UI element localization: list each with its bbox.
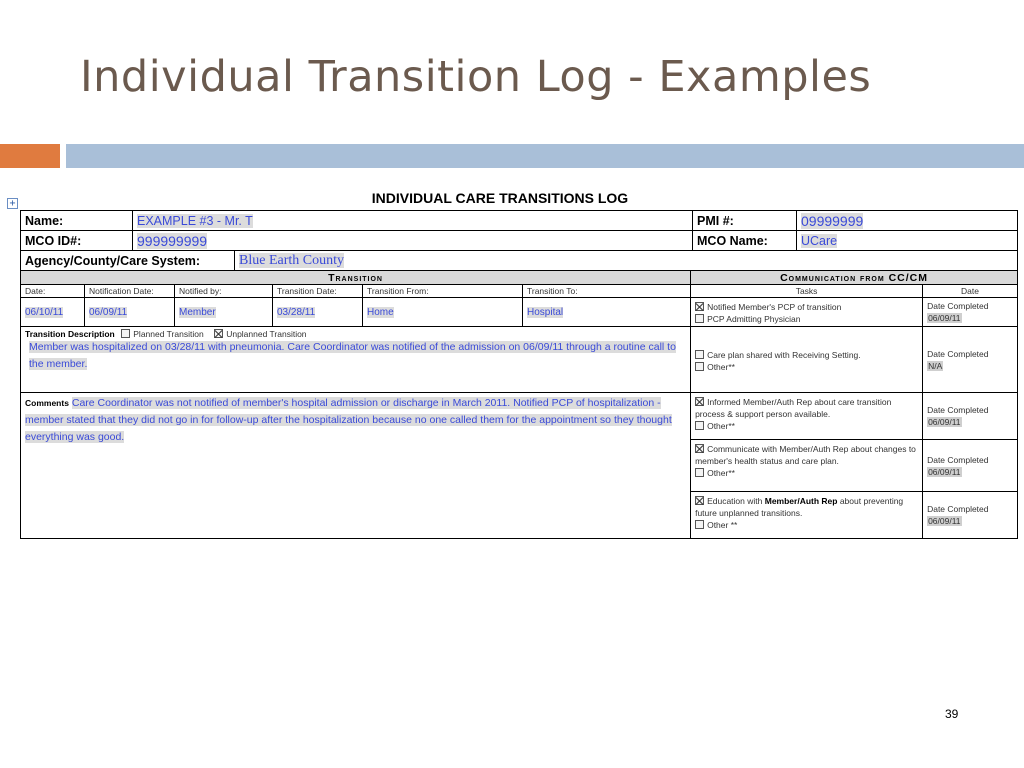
task-4-date-value[interactable]: 06/09/11 xyxy=(928,466,961,477)
pmi-value: 09999999 xyxy=(801,212,864,229)
task-3: Informed Member/Auth Rep about care transition process & support person available. Other** xyxy=(691,393,923,440)
notified-by-value: Member xyxy=(179,306,216,318)
transition-to-value: Hospital xyxy=(527,306,564,318)
comments-cell xyxy=(21,393,691,539)
communication-section-header: Communication from CC/CM xyxy=(691,271,1018,285)
transition-description-text[interactable]: Member was hospitalized on 03/28/11 with pneumonia. Care Coordinator was notified of the admission on 06/09/11 through a routine call to the member. xyxy=(29,341,676,370)
checkbox-icon[interactable] xyxy=(121,329,130,338)
col-task-date: Date xyxy=(923,285,1018,298)
task-1: Notified Member's PCP of transition PCP Admitting Physician xyxy=(691,298,923,327)
table-move-handle-icon[interactable]: + xyxy=(7,198,18,209)
task-3-date: Date Completed 06/09/11 xyxy=(923,393,1018,440)
mco-id-label: MCO ID#: xyxy=(21,231,133,251)
task-2-date: Date Completed N/A xyxy=(923,327,1018,393)
transition-section-header: Transition xyxy=(21,271,691,285)
col-transition-date: Transition Date: xyxy=(273,285,363,298)
agency-field[interactable] xyxy=(235,251,1018,271)
mco-name-value: UCare xyxy=(801,233,838,248)
checked-checkbox-icon[interactable] xyxy=(695,444,704,453)
agency-value: Blue Earth County xyxy=(239,252,344,268)
notification-date-cell[interactable] xyxy=(85,298,175,327)
col-transition-from: Transition From: xyxy=(363,285,523,298)
accent-bar-orange xyxy=(0,144,60,168)
comments-label: Comments xyxy=(25,398,69,408)
member-info-table xyxy=(20,210,1018,251)
checked-checkbox-icon[interactable] xyxy=(695,302,704,311)
mco-name-label: MCO Name: xyxy=(693,231,797,251)
task-5-date: Date Completed 06/09/11 xyxy=(923,492,1018,539)
pmi-label: PMI #: xyxy=(693,211,797,231)
name-field[interactable] xyxy=(133,211,693,231)
agency-table xyxy=(20,250,1018,271)
transition-from-value: Home xyxy=(367,306,394,318)
transition-log-form xyxy=(20,210,1018,543)
mco-name-field[interactable] xyxy=(797,231,1018,251)
task-2-date-value[interactable]: N/A xyxy=(928,360,943,371)
mco-id-value: 999999999 xyxy=(137,232,208,249)
comments-text[interactable]: Care Coordinator was not notified of member's hospital admission or discharge in March 2011. Notified PCP of hospitalization - member stated that they did not go in for follow-up after the hospitalization because no one called them for the appointment so they thought everything was good. xyxy=(25,397,672,443)
task-4-date: Date Completed 06/09/11 xyxy=(923,440,1018,492)
task-3-date-value[interactable]: 06/09/11 xyxy=(928,417,961,427)
form-heading: INDIVIDUAL CARE TRANSITIONS LOG xyxy=(371,190,629,206)
date-cell[interactable] xyxy=(21,298,85,327)
checkbox-icon[interactable] xyxy=(695,468,704,477)
transitions-table xyxy=(20,270,1018,539)
transition-to-cell[interactable] xyxy=(523,298,691,327)
slide-title: Individual Transition Log - Examples xyxy=(80,52,872,102)
notified-by-cell[interactable] xyxy=(175,298,273,327)
task-5: Education with Member/Auth Rep about preventing future unplanned transitions. Other ** xyxy=(691,492,923,539)
checkbox-icon[interactable] xyxy=(695,314,704,323)
mco-id-field[interactable] xyxy=(133,231,693,251)
checked-checkbox-icon[interactable] xyxy=(695,496,704,505)
pmi-field[interactable] xyxy=(797,211,1018,231)
checked-checkbox-icon[interactable] xyxy=(214,329,223,338)
transition-date-value: 03/28/11 xyxy=(277,306,316,318)
name-label: Name: xyxy=(21,211,133,231)
name-value: EXAMPLE #3 - Mr. T xyxy=(137,213,253,228)
planned-transition-label: Planned Transition xyxy=(133,329,204,339)
col-notified-by: Notified by: xyxy=(175,285,273,298)
col-notification-date: Notification Date: xyxy=(85,285,175,298)
task-1-date-value[interactable]: 06/09/11 xyxy=(928,313,961,323)
notification-date-value: 06/09/11 xyxy=(89,306,128,318)
task-2: Care plan shared with Receiving Setting. Other** xyxy=(691,327,923,393)
task-1-date: Date Completed 06/09/11 xyxy=(923,298,1018,327)
page-number: 39 xyxy=(945,707,959,721)
transition-description-label: Transition Description xyxy=(25,329,115,339)
accent-bar-blue xyxy=(66,144,1024,168)
checkbox-icon[interactable] xyxy=(695,520,704,529)
col-tasks: Tasks xyxy=(691,285,923,298)
checked-checkbox-icon[interactable] xyxy=(695,397,704,406)
checkbox-icon[interactable] xyxy=(695,421,704,430)
transition-from-cell[interactable] xyxy=(363,298,523,327)
transition-row xyxy=(21,298,1018,327)
transition-date-cell[interactable] xyxy=(273,298,363,327)
transition-description-cell xyxy=(21,327,691,393)
task-5-date-value[interactable]: 06/09/11 xyxy=(928,516,961,526)
agency-label: Agency/County/Care System: xyxy=(21,251,235,271)
col-transition-to: Transition To: xyxy=(523,285,691,298)
col-date: Date: xyxy=(21,285,85,298)
checkbox-icon[interactable] xyxy=(695,362,704,371)
task-4: Communicate with Member/Auth Rep about changes to member's health status and care plan. Other** xyxy=(691,440,923,492)
checkbox-icon[interactable] xyxy=(695,350,704,359)
unplanned-transition-label: Unplanned Transition xyxy=(226,329,307,339)
date-value: 06/10/11 xyxy=(25,306,64,318)
